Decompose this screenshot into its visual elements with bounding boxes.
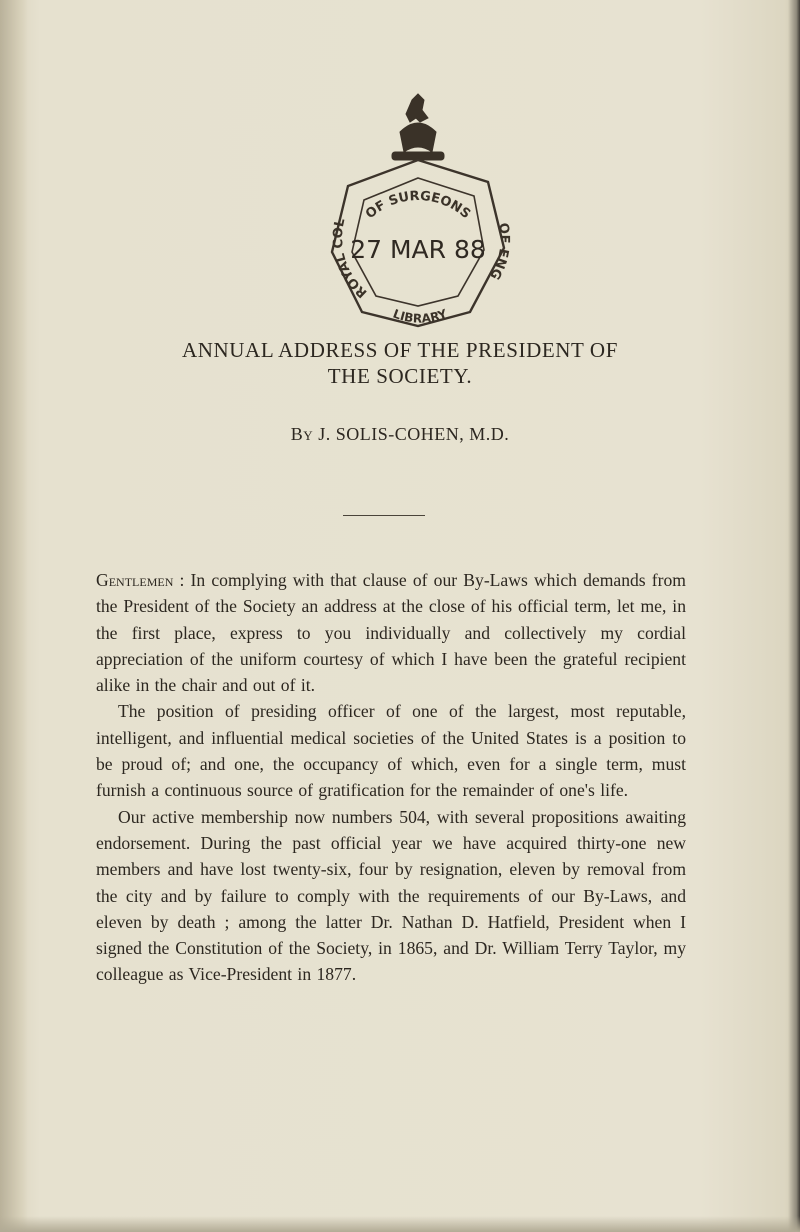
stamp-left-text: ROYAL COL bbox=[330, 217, 371, 301]
stamp-top-text: OF SURGEONS bbox=[362, 188, 474, 223]
library-stamp bbox=[318, 92, 518, 344]
address-title-line-1: ANNUAL ADDRESS OF THE PRESIDENT OF bbox=[182, 338, 618, 362]
stamp-right-text: OF ENG bbox=[486, 222, 512, 282]
paragraph-3: Our active membership now numbers 504, with several propositions awaiting endorsement. During the past official year we have acquired thirty-one new members and have lost twenty-six, four by resignation, eleven by removal from the city and by failure to comply with the requirements of our By-Laws, and eleven by death ; among the latter Dr. Nathan D. Hatfield, President when I signed the Constitution of the Society, in 1865, and Dr. William Terry Taylor, my colleague as Vice-President in 1877. bbox=[96, 806, 686, 985]
crest-icon bbox=[392, 94, 444, 160]
stamp-bottom-text: LIBRARY bbox=[391, 306, 449, 326]
byline-prefix: By bbox=[290, 424, 314, 444]
page-left-edge-shadow bbox=[0, 0, 28, 1232]
section-divider bbox=[343, 515, 425, 516]
byline-author: J. SOLIS-COHEN, M.D. bbox=[318, 424, 510, 444]
paragraph-1-text: : In complying with that clause of our By-Laws which demands from the President of the Society an address at the close of his official term, let me, in the first place, express to you individually and collectively my cordial appreciation of the uniform courtesy of which I have been the grateful recipient alike in the chair and out of it. bbox=[96, 570, 686, 696]
address-body bbox=[96, 567, 686, 988]
byline bbox=[0, 424, 800, 445]
stamp-date: 27 MAR 88 bbox=[350, 235, 486, 264]
page-right-edge-shadow bbox=[788, 0, 800, 1232]
paragraph-2: The position of presiding officer of one of the largest, most reputable, intelligent, and influential medical societies of the United States is a position to be proud of; and one, the occupancy of which, even for a single term, must furnish a continuous source of gratification for the remainder of one's life. bbox=[96, 701, 686, 801]
address-title-line-2: THE SOCIETY. bbox=[327, 364, 473, 388]
page-bottom-edge-shadow bbox=[0, 1216, 800, 1232]
paragraph-1 bbox=[96, 567, 686, 698]
salutation: Gentlemen bbox=[96, 570, 174, 590]
